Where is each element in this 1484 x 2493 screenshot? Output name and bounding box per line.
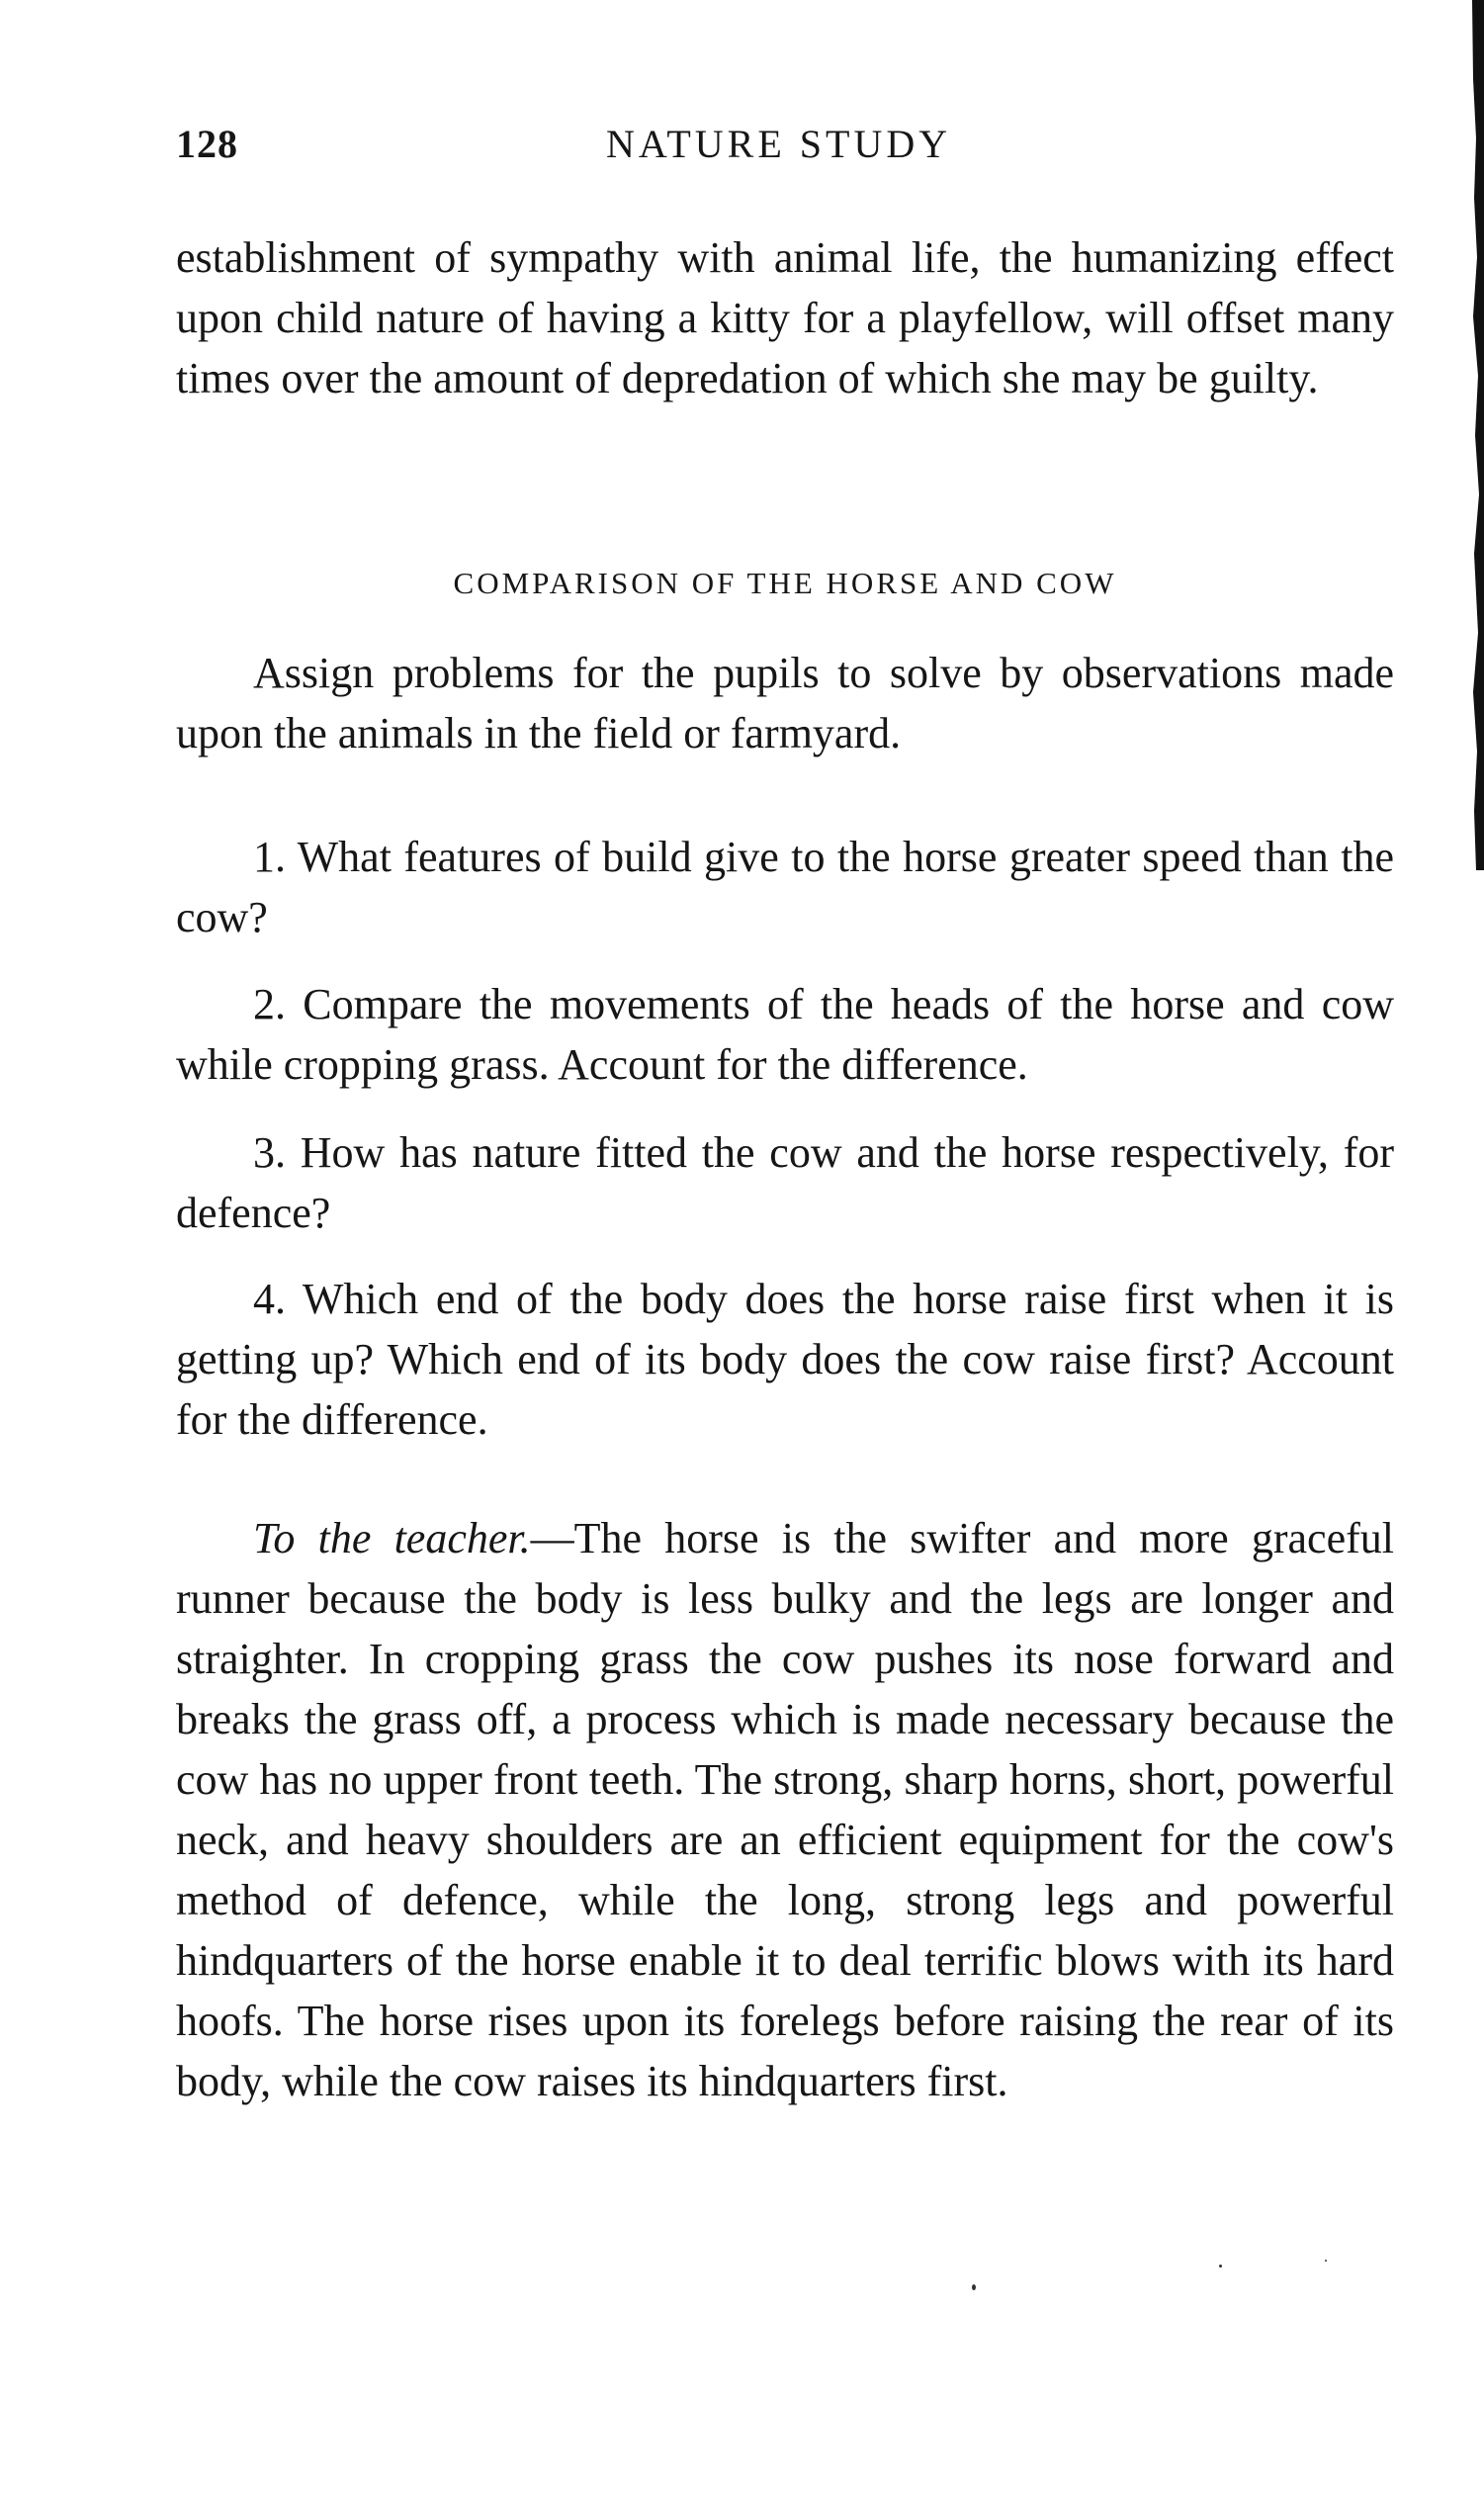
teacher-note-text: —The horse is the swifter and more graceful runner because the body is less bulky and the legs are longer and straighter. In cropping grass the cow pushes its nose forward and breaks the grass off, a process which is made necessary because the cow has no upper front teeth. The strong, sharp horns, short, powerful neck, and heavy shoulders are an efficient equipment for the cow's method of defence, while the long, strong legs and powerful hindquarters of the horse enable it to deal terrific blows with its hard hoofs. The horse rises upon its forelegs before raising the rear of its body, while the cow raises its hindquarters first. (176, 1514, 1394, 2105)
scan-edge-shadow (1464, 0, 1484, 870)
scan-speck (972, 2284, 976, 2290)
scan-speck (1325, 2260, 1327, 2262)
running-title: NATURE STUDY (606, 122, 952, 166)
teacher-note-label: To the teacher. (253, 1514, 531, 1562)
scan-speck (1219, 2265, 1222, 2268)
question-1: 1. What features of build give to the horse greater speed than the cow? (176, 833, 1394, 941)
page-number: 128 (176, 122, 238, 166)
section-heading: COMPARISON OF THE HORSE AND COW (453, 566, 1117, 600)
teacher-note-paragraph (176, 1508, 1394, 2111)
question-3: 3. How has nature fitted the cow and the horse respectively, for defence? (176, 1128, 1394, 1237)
page-header (176, 121, 1392, 180)
question-2: 2. Compare the movements of the heads of the horse and cow while cropping grass. Account for the difference. (176, 980, 1394, 1089)
assign-paragraph: Assign problems for the pupils to solve by observations made upon the animals in the field or farmyard. (176, 649, 1394, 757)
continuation-paragraph: establishment of sympathy with animal life, the humanizing effect upon child nature of having a kitty for a playfellow, will offset many times over the amount of depredation of which she may be guilty. (176, 233, 1394, 402)
question-4: 4. Which end of the body does the horse raise first when it is getting up? Which end of its body does the cow raise first? Account for the difference. (176, 1275, 1394, 1444)
